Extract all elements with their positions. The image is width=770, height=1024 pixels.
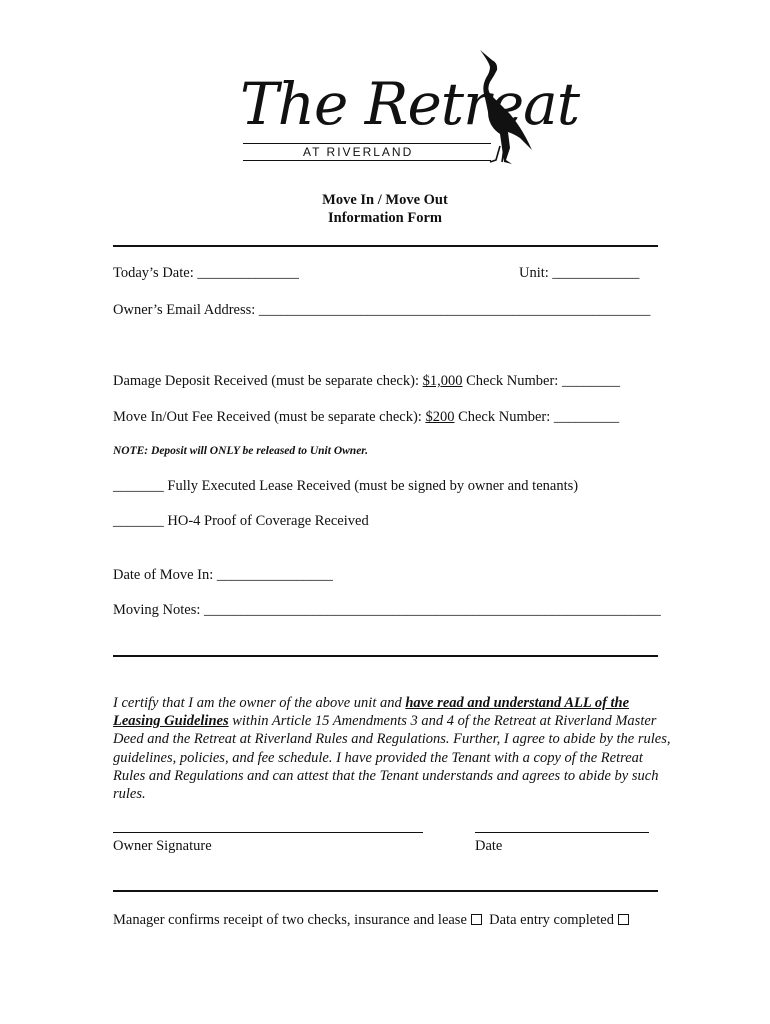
divider-top	[113, 245, 658, 247]
owner-signature-label: Owner Signature	[113, 838, 212, 854]
owner-signature-line[interactable]	[113, 832, 423, 833]
damage-deposit-row[interactable]	[113, 373, 620, 390]
form-title-line1: Move In / Move Out	[322, 192, 448, 208]
move-in-date-field[interactable]: Date of Move In: ________________	[113, 567, 333, 583]
move-fee-row[interactable]	[113, 409, 619, 426]
form-title-line2: Information Form	[328, 210, 442, 226]
unit-field[interactable]: Unit: ____________	[519, 265, 640, 281]
logo-name: The Retreat	[240, 70, 580, 138]
logo-rule-bottom	[243, 160, 491, 161]
move-fee-amount: $200	[425, 409, 455, 425]
data-entry-label: Data entry completed	[489, 912, 614, 928]
moving-notes-field[interactable]: Moving Notes: _______________________________________________________________	[113, 602, 661, 618]
divider-bottom	[113, 890, 658, 892]
manager-confirmation-text: Manager confirms receipt of two checks, insurance and lease	[113, 912, 467, 928]
lease-received-field[interactable]: _______ Fully Executed Lease Received (must be signed by owner and tenants)	[113, 478, 579, 494]
heron-icon	[476, 48, 538, 168]
logo-rule-top	[243, 143, 491, 144]
deposit-note: NOTE: Deposit will ONLY be released to Unit Owner.	[113, 445, 369, 457]
certification-emphasis: have read and understand ALL of the Leasing Guidelines	[113, 695, 630, 730]
certification-part1: I certify that I am the owner of the above unit and	[113, 695, 406, 711]
certification-text	[113, 694, 673, 803]
certification-part2: within Article 15 Amendments 3 and 4 of the Retreat at Riverland Master Deed and the Retreat at Riverland Rules and Regulations. Further, I agree to abide by the rules, guidelines, policies, and fee schedule. I have provided the Tenant with a copy of the Retreat Rules and Regulations and can attest that the Tenant understands and agrees to abide by such rules.	[113, 713, 671, 803]
move-fee-label: Move In/Out Fee Received (must be separate check):	[113, 409, 426, 425]
date-signature-line[interactable]	[475, 832, 649, 833]
logo-subtitle: AT RIVERLAND	[303, 145, 414, 159]
divider-middle	[113, 655, 658, 657]
damage-deposit-label: Damage Deposit Received (must be separate check):	[113, 373, 423, 389]
date-label: Date	[475, 838, 503, 854]
data-entry-checkbox[interactable]	[618, 914, 629, 925]
todays-date-field[interactable]: Today’s Date: ______________	[113, 265, 299, 281]
move-fee-check-number[interactable]: Check Number: _________	[454, 409, 620, 425]
manager-confirm-checkbox[interactable]	[471, 914, 482, 925]
ho4-received-field[interactable]: _______ HO-4 Proof of Coverage Received	[113, 513, 369, 529]
owner-email-field[interactable]: Owner’s Email Address: ______________________________________________________	[113, 302, 651, 318]
manager-confirmation-row	[113, 912, 629, 929]
damage-deposit-amount: $1,000	[422, 373, 463, 389]
damage-deposit-check-number[interactable]: Check Number: ________	[462, 373, 620, 389]
